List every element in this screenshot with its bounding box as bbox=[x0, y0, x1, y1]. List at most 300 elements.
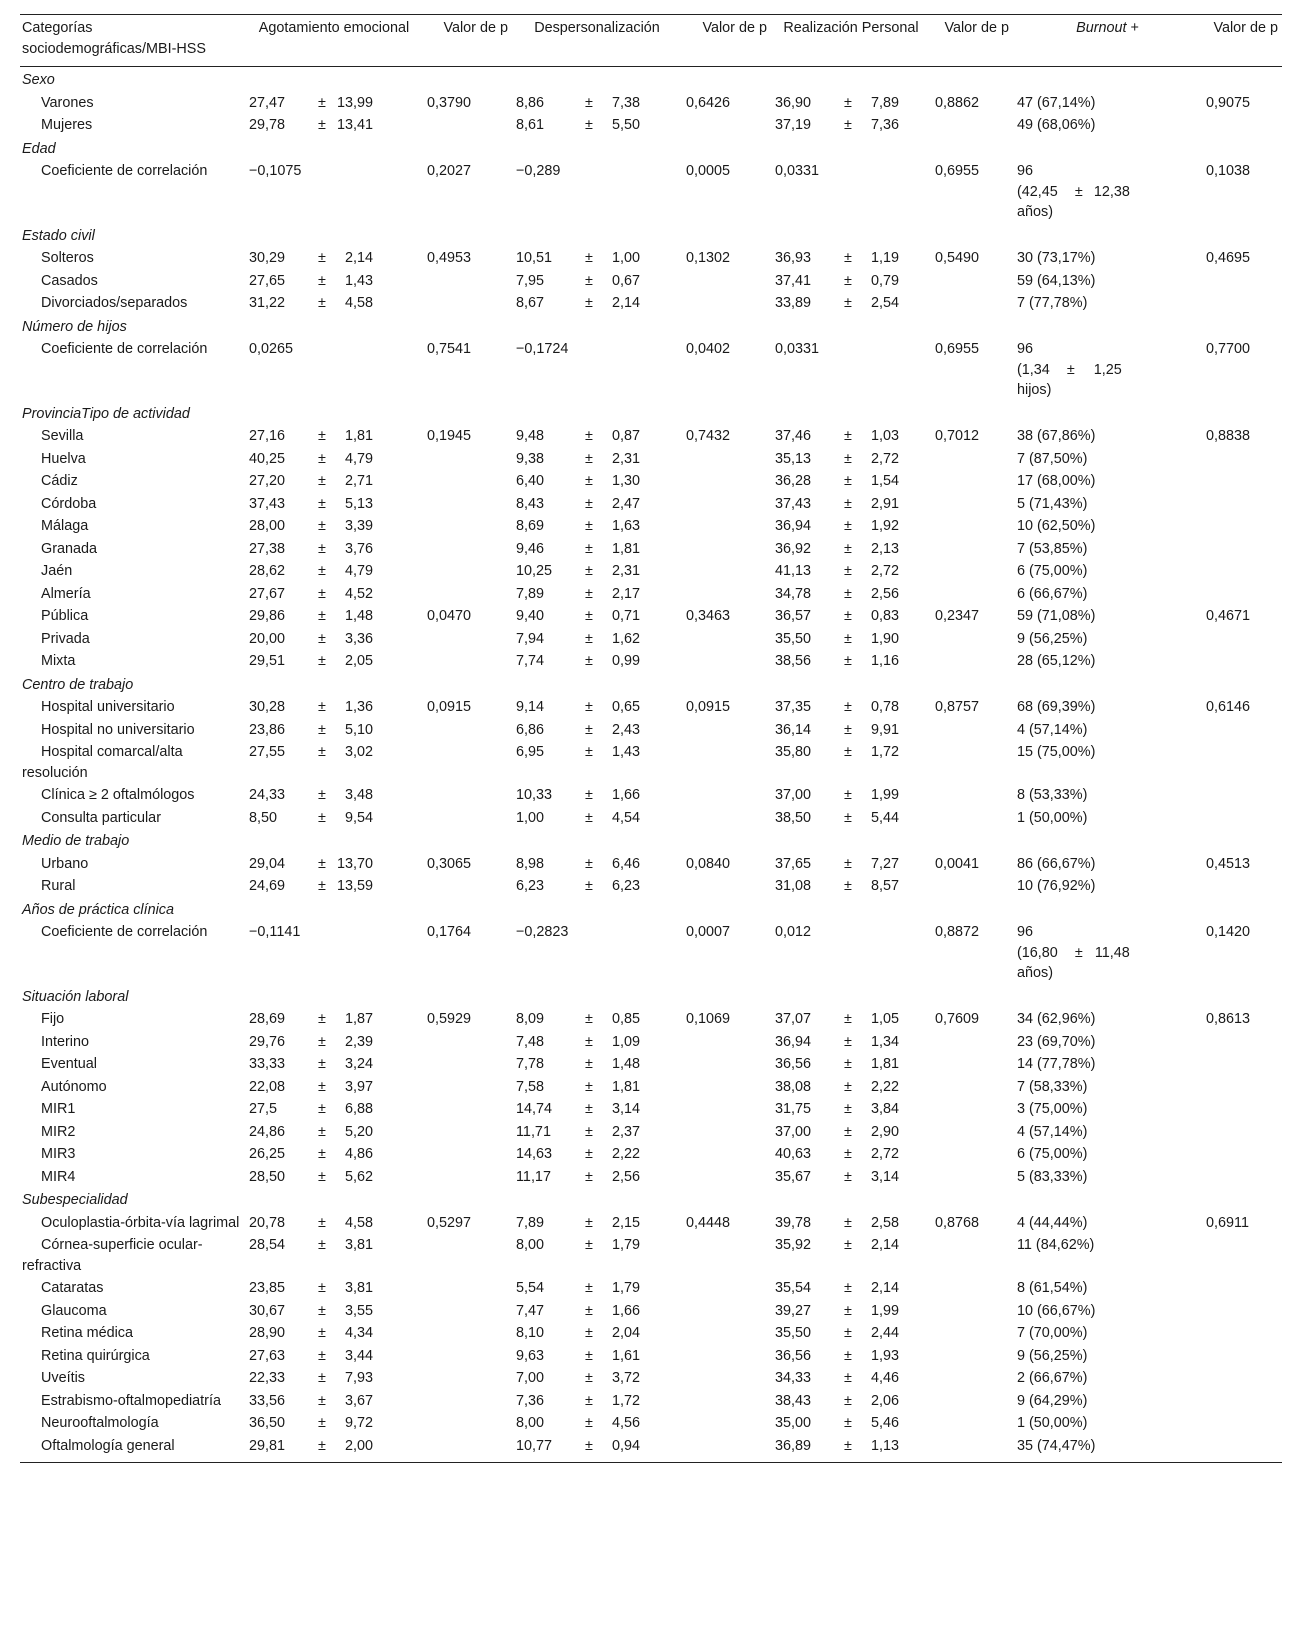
p-value-cell bbox=[423, 1076, 512, 1099]
table-row bbox=[20, 448, 1282, 471]
burnout-cell: 8 (61,54%) bbox=[1017, 1280, 1088, 1296]
p-value-cell: 0,8613 bbox=[1206, 1011, 1251, 1027]
agotamiento-mean-sd bbox=[249, 115, 419, 136]
agotamiento-mean-sd bbox=[249, 248, 419, 269]
category-label: Sexo bbox=[22, 72, 55, 88]
realizacion-cell bbox=[771, 515, 931, 538]
row-label: Huelva bbox=[41, 450, 86, 467]
table-body bbox=[20, 67, 1282, 1463]
plus-minus-sign: ± bbox=[844, 653, 852, 669]
realizacion-sd: 7,89 bbox=[870, 94, 899, 111]
realizacion-sd: 1,93 bbox=[870, 1347, 899, 1364]
p-value-cell bbox=[423, 292, 512, 315]
realizacion-cell bbox=[771, 696, 931, 719]
p-value-cell bbox=[931, 1345, 1013, 1368]
plus-minus-sign: ± bbox=[844, 1123, 852, 1140]
p-value-cell: 0,6955 bbox=[935, 341, 980, 357]
realizacion-cell bbox=[771, 650, 931, 673]
p-value-cell: 0,1302 bbox=[686, 250, 731, 266]
realizacion-mean: 35,50 bbox=[775, 1325, 812, 1341]
plus-minus-sign: ± bbox=[844, 94, 852, 111]
p-value-cell bbox=[1202, 114, 1282, 137]
table-row bbox=[20, 1076, 1282, 1099]
despersonalizacion-mean: 7,74 bbox=[516, 653, 545, 669]
plus-minus-sign: ± bbox=[844, 878, 852, 894]
despersonalizacion-mean-sd bbox=[516, 1213, 678, 1234]
agotamiento-sd: 3,24 bbox=[344, 1056, 373, 1072]
plus-minus-sign: ± bbox=[844, 1033, 852, 1050]
burnout-count: 96 bbox=[1017, 341, 1034, 357]
row-label: Pública bbox=[41, 608, 89, 624]
agotamiento-sd: 1,36 bbox=[344, 699, 373, 715]
p-value-cell: 0,0470 bbox=[427, 608, 472, 624]
category-label: Estado civil bbox=[22, 227, 95, 244]
despersonalizacion-mean: 10,25 bbox=[516, 563, 553, 579]
row-label: Granada bbox=[41, 540, 98, 557]
plus-minus-sign: ± bbox=[844, 608, 852, 624]
plus-minus-sign: ± bbox=[844, 1280, 852, 1296]
plus-minus-sign: ± bbox=[585, 1280, 593, 1296]
agotamiento-mean: 27,63 bbox=[249, 1347, 286, 1364]
agotamiento-mean-sd bbox=[249, 494, 419, 515]
realizacion-sd: 8,57 bbox=[870, 878, 899, 894]
plus-minus-sign: ± bbox=[318, 1325, 326, 1341]
row-label: Consulta particular bbox=[41, 809, 161, 826]
realizacion-cell bbox=[771, 1212, 931, 1235]
despersonalizacion-mean: 14,74 bbox=[516, 1101, 553, 1117]
plus-minus-sign: ± bbox=[318, 1123, 326, 1140]
agotamiento-sd: 3,48 bbox=[344, 787, 373, 803]
despersonalizacion-sd: 2,31 bbox=[611, 450, 640, 467]
p-value-cell: 0,5297 bbox=[427, 1214, 472, 1231]
agotamiento-mean-sd bbox=[249, 561, 419, 582]
table-row bbox=[20, 1390, 1282, 1413]
p-value-cell bbox=[931, 784, 1013, 807]
p-value-cell bbox=[1202, 1031, 1282, 1054]
agotamiento-cell bbox=[245, 425, 423, 448]
p-value-cell bbox=[1202, 1435, 1282, 1463]
despersonalizacion-sd: 1,61 bbox=[611, 1347, 640, 1364]
despersonalizacion-sd: 1,72 bbox=[611, 1392, 640, 1409]
realizacion-sd: 1,05 bbox=[870, 1011, 899, 1027]
row-label: Mixta bbox=[41, 653, 76, 669]
agotamiento-cell bbox=[245, 583, 423, 606]
row-label: Sevilla bbox=[41, 428, 84, 444]
p-value-cell bbox=[931, 1390, 1013, 1413]
plus-minus-sign: ± bbox=[844, 721, 852, 738]
plus-minus-sign: ± bbox=[585, 1347, 593, 1364]
despersonalizacion-mean-sd bbox=[516, 1301, 678, 1322]
row-label: Varones bbox=[41, 94, 94, 111]
agotamiento-mean: 29,76 bbox=[249, 1033, 286, 1050]
p-value-cell bbox=[682, 560, 771, 583]
p-value-cell: 0,4448 bbox=[686, 1214, 731, 1231]
agotamiento-cell bbox=[245, 92, 423, 115]
p-value-cell bbox=[1202, 1412, 1282, 1435]
burnout-cell: 2 (66,67%) bbox=[1017, 1370, 1088, 1386]
realizacion-sd: 2,91 bbox=[870, 495, 899, 512]
plus-minus-sign: ± bbox=[844, 518, 852, 534]
despersonalizacion-cell bbox=[512, 270, 682, 293]
plus-minus-sign: ± bbox=[318, 117, 326, 133]
plus-minus-sign: ± bbox=[585, 585, 593, 602]
plus-minus-sign: ± bbox=[585, 787, 593, 803]
p-value-cell bbox=[1202, 1098, 1282, 1121]
despersonalizacion-cell bbox=[512, 448, 682, 471]
agotamiento-mean: 29,86 bbox=[249, 608, 286, 624]
realizacion-cell bbox=[771, 470, 931, 493]
p-value-cell bbox=[1202, 1322, 1282, 1345]
row-label: Hospital universitario bbox=[41, 699, 175, 715]
plus-minus-sign: ± bbox=[318, 450, 326, 467]
realizacion-cell bbox=[771, 1166, 931, 1189]
despersonalizacion-mean-sd bbox=[516, 1009, 678, 1030]
agotamiento-cell bbox=[245, 1076, 423, 1099]
despersonalizacion-mean-sd bbox=[516, 1346, 678, 1367]
despersonalizacion-mean: 9,46 bbox=[516, 540, 545, 557]
agotamiento-cell bbox=[245, 270, 423, 293]
realizacion-sd: 5,44 bbox=[870, 809, 899, 826]
realizacion-mean-sd bbox=[775, 1077, 927, 1098]
despersonalizacion-cell: −0,1724 bbox=[516, 341, 569, 357]
p-value-cell bbox=[931, 292, 1013, 315]
plus-minus-sign: ± bbox=[844, 450, 852, 467]
p-value-cell bbox=[1202, 875, 1282, 898]
burnout-cell: 17 (68,00%) bbox=[1017, 473, 1096, 489]
realizacion-mean: 36,90 bbox=[775, 94, 812, 111]
plus-minus-sign: ± bbox=[318, 250, 326, 266]
p-value-cell bbox=[931, 1435, 1013, 1463]
p-value-cell: 0,8862 bbox=[935, 94, 980, 111]
p-value-cell: 0,0005 bbox=[686, 163, 731, 179]
despersonalizacion-mean: 7,36 bbox=[516, 1392, 545, 1409]
realizacion-sd: 7,36 bbox=[870, 117, 899, 133]
p-value-cell bbox=[423, 1345, 512, 1368]
realizacion-sd: 2,56 bbox=[870, 585, 899, 602]
p-value-cell bbox=[682, 807, 771, 830]
despersonalizacion-mean: 5,54 bbox=[516, 1280, 545, 1296]
plus-minus-sign: ± bbox=[585, 630, 593, 647]
p-value-cell bbox=[682, 538, 771, 561]
despersonalizacion-sd: 2,31 bbox=[611, 563, 640, 579]
despersonalizacion-mean-sd bbox=[516, 561, 678, 582]
realizacion-mean-sd bbox=[775, 1054, 927, 1075]
agotamiento-mean-sd bbox=[249, 1391, 419, 1412]
agotamiento-mean-sd bbox=[249, 471, 419, 492]
agotamiento-mean: 24,69 bbox=[249, 878, 286, 894]
p-value-cell bbox=[682, 1345, 771, 1368]
agotamiento-sd: 6,88 bbox=[344, 1101, 373, 1117]
agotamiento-sd: 1,81 bbox=[344, 428, 373, 444]
despersonalizacion-sd: 1,81 bbox=[611, 1078, 640, 1095]
table-row bbox=[20, 1412, 1282, 1435]
despersonalizacion-cell bbox=[512, 1300, 682, 1323]
p-value-cell bbox=[423, 628, 512, 651]
p-value-cell bbox=[423, 1435, 512, 1463]
realizacion-cell bbox=[771, 270, 931, 293]
agotamiento-mean: 22,33 bbox=[249, 1370, 286, 1386]
agotamiento-mean: 27,20 bbox=[249, 473, 286, 489]
row-label: Almería bbox=[41, 585, 91, 602]
realizacion-mean-sd bbox=[775, 471, 927, 492]
realizacion-mean-sd bbox=[775, 1099, 927, 1120]
plus-minus-sign: ± bbox=[585, 1123, 593, 1140]
burnout-cell: 68 (69,39%) bbox=[1017, 699, 1096, 715]
table-row bbox=[20, 1121, 1282, 1144]
realizacion-mean-sd bbox=[775, 1213, 927, 1234]
p-value-cell: 0,7700 bbox=[1206, 341, 1251, 357]
plus-minus-sign: ± bbox=[318, 630, 326, 647]
agotamiento-sd: 1,87 bbox=[344, 1011, 373, 1027]
agotamiento-mean-sd bbox=[249, 651, 419, 672]
p-value-cell: 0,0007 bbox=[686, 924, 731, 940]
plus-minus-sign: ± bbox=[585, 563, 593, 579]
plus-minus-sign: ± bbox=[318, 272, 326, 289]
despersonalizacion-cell bbox=[512, 470, 682, 493]
despersonalizacion-cell bbox=[512, 741, 682, 784]
realizacion-mean: 37,00 bbox=[775, 1123, 812, 1140]
plus-minus-sign: ± bbox=[318, 855, 326, 872]
realizacion-cell bbox=[771, 1234, 931, 1277]
plus-minus-sign: ± bbox=[844, 1392, 852, 1409]
plus-minus-sign: ± bbox=[318, 94, 326, 111]
realizacion-sd: 1,90 bbox=[870, 630, 899, 647]
p-value-cell bbox=[1202, 807, 1282, 830]
agotamiento-sd: 2,39 bbox=[344, 1033, 373, 1050]
p-value-cell bbox=[1202, 1143, 1282, 1166]
agotamiento-cell bbox=[245, 247, 423, 270]
p-value-cell bbox=[423, 1098, 512, 1121]
realizacion-cell bbox=[771, 1367, 931, 1390]
table-row bbox=[20, 1053, 1282, 1076]
burnout-cell: 59 (71,08%) bbox=[1017, 608, 1096, 624]
agotamiento-sd: 2,14 bbox=[344, 250, 373, 266]
row-label: Fijo bbox=[41, 1011, 65, 1027]
agotamiento-cell bbox=[245, 1008, 423, 1031]
plus-minus-sign: ± bbox=[585, 855, 593, 872]
plus-minus-sign: ± bbox=[318, 1280, 326, 1296]
plus-minus-sign: ± bbox=[585, 1078, 593, 1095]
realizacion-mean: 34,33 bbox=[775, 1370, 812, 1386]
row-label: Coeficiente de correlación bbox=[41, 163, 208, 179]
agotamiento-sd: 4,79 bbox=[344, 450, 373, 467]
burnout-cell: 30 (73,17%) bbox=[1017, 250, 1096, 266]
table-row bbox=[20, 493, 1282, 516]
despersonalizacion-cell bbox=[512, 1345, 682, 1368]
agotamiento-mean-sd bbox=[249, 426, 419, 447]
agotamiento-mean: 28,69 bbox=[249, 1011, 286, 1027]
p-value-cell bbox=[931, 560, 1013, 583]
agotamiento-sd: 13,70 bbox=[337, 855, 374, 872]
agotamiento-cell: 0,0265 bbox=[249, 341, 294, 357]
despersonalizacion-mean: 8,86 bbox=[516, 94, 545, 111]
table-row bbox=[20, 628, 1282, 651]
burnout-mean: (1,34 bbox=[1017, 361, 1050, 378]
p-value-cell bbox=[931, 1031, 1013, 1054]
agotamiento-sd: 4,52 bbox=[344, 585, 373, 602]
realizacion-cell bbox=[771, 875, 931, 898]
p-value-cell bbox=[423, 719, 512, 742]
agotamiento-sd: 4,79 bbox=[344, 563, 373, 579]
plus-minus-sign: ± bbox=[585, 495, 593, 512]
plus-minus-sign: ± bbox=[585, 653, 593, 669]
plus-minus-sign: ± bbox=[318, 787, 326, 803]
realizacion-cell bbox=[771, 292, 931, 315]
category-label: ProvinciaTipo de actividad bbox=[22, 405, 190, 422]
agotamiento-mean-sd bbox=[249, 606, 419, 627]
table-header bbox=[20, 15, 1282, 67]
despersonalizacion-mean-sd bbox=[516, 1278, 678, 1299]
agotamiento-cell bbox=[245, 538, 423, 561]
agotamiento-mean: 29,51 bbox=[249, 653, 286, 669]
despersonalizacion-mean-sd bbox=[516, 539, 678, 560]
despersonalizacion-cell bbox=[512, 114, 682, 137]
realizacion-mean: 37,07 bbox=[775, 1011, 812, 1027]
p-value-cell bbox=[423, 270, 512, 293]
p-value-cell bbox=[682, 470, 771, 493]
realizacion-mean-sd bbox=[775, 516, 927, 537]
table-row bbox=[20, 560, 1282, 583]
realizacion-sd: 4,46 bbox=[870, 1370, 899, 1386]
p-value-cell bbox=[423, 1121, 512, 1144]
p-value-cell bbox=[931, 1143, 1013, 1166]
agotamiento-mean: 29,78 bbox=[249, 117, 286, 133]
row-label: Estrabismo-oftalmopediatría bbox=[41, 1392, 221, 1409]
despersonalizacion-cell bbox=[512, 1098, 682, 1121]
category-row bbox=[20, 673, 1282, 697]
burnout-cell: 3 (75,00%) bbox=[1017, 1101, 1088, 1117]
p-value-cell bbox=[682, 448, 771, 471]
burnout-sd: 12,38 bbox=[1093, 183, 1130, 200]
realizacion-mean: 35,13 bbox=[775, 450, 812, 467]
despersonalizacion-cell bbox=[512, 1076, 682, 1099]
p-value-cell bbox=[682, 493, 771, 516]
despersonalizacion-mean-sd bbox=[516, 426, 678, 447]
agotamiento-mean: 20,00 bbox=[249, 630, 286, 647]
despersonalizacion-cell bbox=[512, 875, 682, 898]
plus-minus-sign: ± bbox=[844, 787, 852, 803]
agotamiento-sd: 3,55 bbox=[344, 1302, 373, 1319]
despersonalizacion-sd: 1,66 bbox=[611, 787, 640, 803]
category-label: Centro de trabajo bbox=[22, 676, 134, 693]
realizacion-mean: 37,19 bbox=[775, 117, 812, 133]
realizacion-cell bbox=[771, 807, 931, 830]
header-burnout-word: Burnout bbox=[1076, 20, 1127, 36]
category-row bbox=[20, 67, 1282, 92]
despersonalizacion-mean-sd bbox=[516, 494, 678, 515]
p-value-cell bbox=[423, 1412, 512, 1435]
header-p-value-3: Valor de p bbox=[931, 15, 1013, 67]
agotamiento-cell bbox=[245, 853, 423, 876]
burnout-mean: (16,80 bbox=[1017, 944, 1058, 961]
p-value-cell bbox=[1202, 784, 1282, 807]
agotamiento-cell bbox=[245, 741, 423, 784]
p-value-cell bbox=[931, 493, 1013, 516]
plus-minus-sign: ± bbox=[318, 563, 326, 579]
despersonalizacion-sd: 1,79 bbox=[611, 1280, 640, 1296]
agotamiento-mean-sd bbox=[249, 1413, 419, 1434]
plus-minus-sign: ± bbox=[585, 1392, 593, 1409]
agotamiento-sd: 3,81 bbox=[344, 1237, 373, 1253]
agotamiento-mean-sd bbox=[249, 1278, 419, 1299]
agotamiento-cell bbox=[245, 1166, 423, 1189]
plus-minus-sign: ± bbox=[844, 1237, 852, 1253]
realizacion-mean: 40,63 bbox=[775, 1146, 812, 1162]
realizacion-sd: 0,78 bbox=[870, 699, 899, 715]
burnout-unit: años) bbox=[1017, 204, 1053, 220]
despersonalizacion-sd: 1,63 bbox=[611, 518, 640, 534]
plus-minus-sign: ± bbox=[585, 608, 593, 624]
agotamiento-mean: 28,50 bbox=[249, 1168, 286, 1185]
burnout-cell: 5 (71,43%) bbox=[1017, 495, 1088, 512]
agotamiento-mean-sd bbox=[249, 876, 419, 897]
table-row bbox=[20, 875, 1282, 898]
realizacion-cell bbox=[771, 1277, 931, 1300]
despersonalizacion-cell bbox=[512, 1412, 682, 1435]
realizacion-sd: 2,58 bbox=[870, 1214, 899, 1231]
burnout-count: 96 bbox=[1017, 924, 1034, 940]
plus-minus-sign: ± bbox=[318, 1078, 326, 1095]
realizacion-sd: 7,27 bbox=[870, 855, 899, 872]
p-value-cell bbox=[1202, 470, 1282, 493]
p-value-cell bbox=[682, 1435, 771, 1463]
realizacion-mean: 38,43 bbox=[775, 1392, 812, 1409]
despersonalizacion-sd: 1,66 bbox=[611, 1302, 640, 1319]
realizacion-sd: 2,72 bbox=[870, 450, 899, 467]
despersonalizacion-cell bbox=[512, 1008, 682, 1031]
despersonalizacion-mean-sd bbox=[516, 606, 678, 627]
p-value-cell bbox=[1202, 1277, 1282, 1300]
realizacion-mean: 31,08 bbox=[775, 878, 812, 894]
p-value-cell: 0,4695 bbox=[1206, 250, 1251, 266]
agotamiento-mean-sd bbox=[249, 629, 419, 650]
agotamiento-mean-sd bbox=[249, 785, 419, 806]
plus-minus-sign: ± bbox=[844, 272, 852, 289]
table-row bbox=[20, 719, 1282, 742]
realizacion-cell bbox=[771, 538, 931, 561]
despersonalizacion-mean-sd bbox=[516, 1122, 678, 1143]
despersonalizacion-mean: 8,00 bbox=[516, 1237, 545, 1253]
table-row bbox=[20, 650, 1282, 673]
realizacion-mean: 36,89 bbox=[775, 1437, 812, 1454]
realizacion-sd: 2,22 bbox=[870, 1078, 899, 1095]
p-value-cell bbox=[682, 628, 771, 651]
p-value-cell bbox=[682, 1031, 771, 1054]
agotamiento-mean-sd bbox=[249, 1213, 419, 1234]
burnout-cell: 7 (87,50%) bbox=[1017, 450, 1088, 467]
despersonalizacion-sd: 4,54 bbox=[611, 809, 640, 826]
burnout-unit: hijos) bbox=[1017, 382, 1052, 398]
realizacion-mean: 37,65 bbox=[775, 855, 812, 872]
burnout-cell: 6 (66,67%) bbox=[1017, 585, 1088, 602]
p-value-cell: 0,7012 bbox=[935, 428, 980, 444]
despersonalizacion-cell bbox=[512, 1390, 682, 1413]
agotamiento-mean: 24,86 bbox=[249, 1123, 286, 1140]
p-value-cell: 0,1038 bbox=[1206, 163, 1251, 179]
agotamiento-sd: 4,58 bbox=[344, 1214, 373, 1231]
agotamiento-mean: 30,29 bbox=[249, 250, 286, 266]
despersonalizacion-sd: 2,43 bbox=[611, 721, 640, 738]
plus-minus-sign: ± bbox=[844, 1146, 852, 1162]
p-value-cell bbox=[1202, 1076, 1282, 1099]
burnout-cell: 10 (76,92%) bbox=[1017, 878, 1096, 894]
realizacion-mean-sd bbox=[775, 808, 927, 829]
despersonalizacion-mean-sd bbox=[516, 1413, 678, 1434]
p-value-cell: 0,1420 bbox=[1206, 924, 1251, 940]
agotamiento-cell bbox=[245, 1053, 423, 1076]
plus-minus-sign: ± bbox=[585, 1033, 593, 1050]
p-value-cell: 0,3790 bbox=[427, 94, 472, 111]
